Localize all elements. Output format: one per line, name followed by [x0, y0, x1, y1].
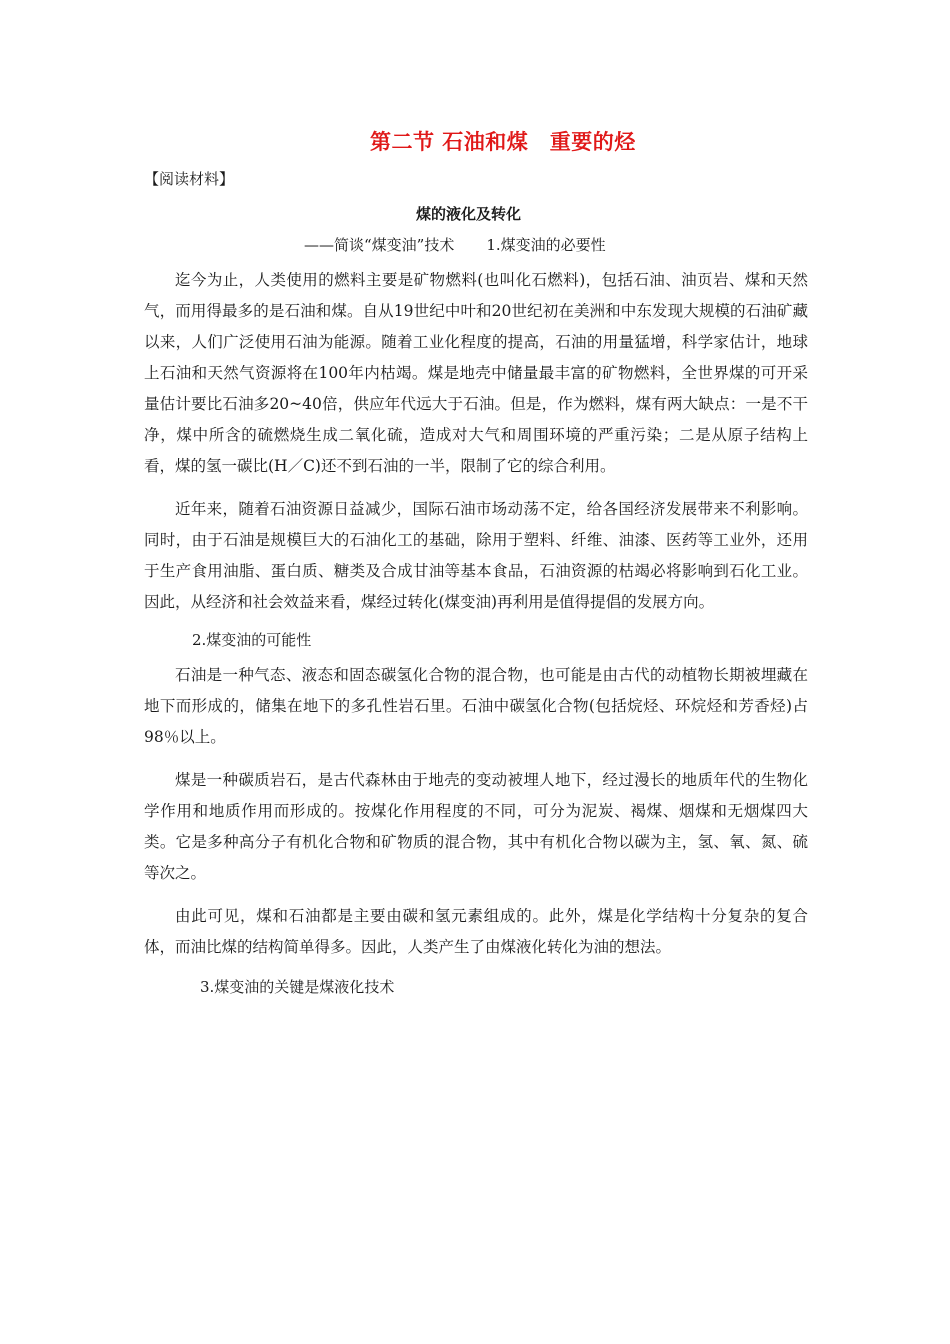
- paragraph-4: 煤是一种碳质岩石，是古代森林由于地壳的变动被埋人地下，经过漫长的地质年代的生物化学作用和地质作用而形成的。按煤化作用程度的不同，可分为泥炭、褐煤、烟煤和无烟煤四大类。它是多种高分子有机化合物和矿物质的混合物，其中有机化合物以碳为主，氢、氧、氮、硫等次之。: [144, 771, 808, 882]
- section-heading-3: 3.煤变油的关键是煤液化技术: [200, 978, 395, 996]
- section-heading-2: 2.煤变油的可能性: [192, 631, 312, 649]
- paragraph-5: 由此可见，煤和石油都是主要由碳和氢元素组成的。此外，煤是化学结构十分复杂的复合体，而油比煤的结构简单得多。因此，人类产生了由煤液化转化为油的想法。: [144, 907, 808, 956]
- article-subtitle: ——简谈“煤变油”技术: [304, 236, 455, 254]
- paragraph-1: 迄今为止，人类使用的燃料主要是矿物燃料(也叫化石燃料)，包括石油、油页岩、煤和天然气，而用得最多的是石油和煤。自从19世纪中叶和20世纪初在美洲和中东发现大规模的石油矿藏以来，人们广泛使用石油为能源。随着工业化程度的提高，石油的用量猛增，科学家估计，地球上石油和天然气资源将在100年内枯竭。煤是地壳中储量最丰富的矿物燃料，全世界煤的可开采量估计要比石油多20~40倍，供应年代远大于石油。但是，作为燃料，煤有两大缺点：一是不干净，煤中所含的硫燃烧生成二氧化硫，造成对大气和周围环境的严重污染；二是从原子结构上看，煤的氢一碳比(H／C)还不到石油的一半，限制了它的综合利用。: [144, 271, 808, 475]
- paragraph-2: 近年来，随着石油资源日益减少，国际石油市场动荡不定，给各国经济发展带来不利影响。同时，由于石油是规模巨大的石油化工的基础，除用于塑料、纤维、油漆、医药等工业外，还用于生产食用油脂、蛋白质、糖类及合成甘油等基本食品，石油资源的枯竭必将影响到石化工业。因此，从经济和社会效益来看，煤经过转化(煤变油)再利用是值得提倡的发展方向。: [144, 500, 808, 611]
- section-heading-1: 1.煤变油的必要性: [486, 236, 606, 254]
- paragraph-3: 石油是一种气态、液态和固态碳氢化合物的混合物，也可能是由古代的动植物长期被埋藏在地下而形成的，储集在地下的多孔性岩石里。石油中碳氢化合物(包括烷烃、环烷烃和芳香烃)占98％以上。: [144, 666, 808, 746]
- section-label: 【阅读材料】: [144, 170, 235, 188]
- article-body: [144, 265, 808, 1007]
- article-title: 煤的液化及转化: [416, 205, 522, 223]
- page-title: 第二节 石油和煤 重要的烃: [370, 129, 636, 154]
- article-subtitle-line: [304, 234, 606, 255]
